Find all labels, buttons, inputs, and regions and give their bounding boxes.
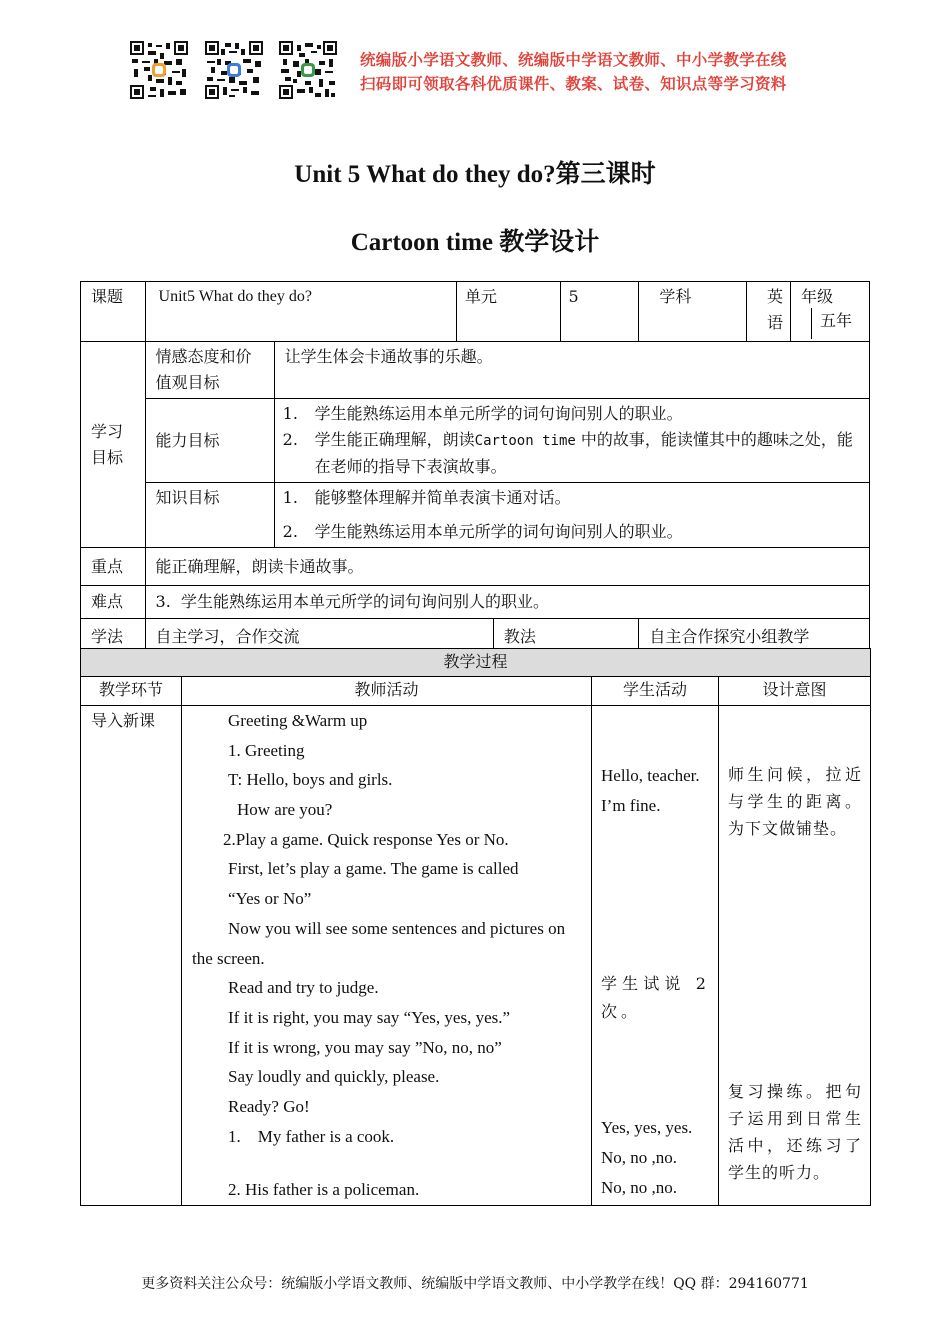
method-label: 学法 xyxy=(81,619,146,655)
teacher-line-15: 1. My father is a cook. xyxy=(228,1126,395,1146)
teacher-line-6: First, let’s play a game. The game is called xyxy=(228,859,519,879)
knowledge-value xyxy=(274,483,869,548)
knowledge-num-1: 1. xyxy=(282,488,298,507)
info-row-topic xyxy=(81,282,870,342)
col-student: 学生活动 xyxy=(592,677,719,706)
stage-cell: 导入新课 xyxy=(81,706,182,1206)
ability-item-2 xyxy=(275,427,861,480)
teacher-line-13: Say loudly and quickly, please. xyxy=(228,1067,440,1087)
teacher-line-8: Now you will see some sentences and pictures on xyxy=(228,918,566,938)
process-table xyxy=(80,648,871,1206)
col-intent: 设计意图 xyxy=(719,677,871,706)
process-row-intro xyxy=(81,706,871,1206)
intent-text-2: 复习操练。把句子运用到日常生活中，还练习了学生的听力。 xyxy=(728,1082,863,1182)
teacher-line-5: 2.Play a game. Quick response Yes or No. xyxy=(223,829,509,849)
intent-cell xyxy=(719,706,871,1206)
key-label: 重点 xyxy=(81,548,146,586)
qr-code-icon xyxy=(279,41,337,99)
knowledge-label: 知识目标 xyxy=(145,483,274,548)
banner-line-2: 扫码即可领取各科优质课件、教案、试卷、知识点等学习资料 xyxy=(360,75,787,93)
qr-code-icon-2-svg xyxy=(205,41,263,99)
teacher-line-1: Greeting &Warm up xyxy=(228,711,368,730)
teacher-activity-cell xyxy=(182,706,592,1206)
method-value: 自主学习，合作交流 xyxy=(145,619,493,655)
knowledge-item-2 xyxy=(275,519,861,545)
student-line-6: No, no ,no. xyxy=(601,1178,678,1197)
ability-text-1: 学生能熟练运用本单元所学的词句询问别人的职业。 xyxy=(314,404,683,423)
student-activity-cell xyxy=(592,706,719,1206)
ability-list xyxy=(275,401,861,480)
knowledge-list xyxy=(275,485,861,545)
page-subtitle: Cartoon time 教学设计 xyxy=(350,229,600,256)
key-value: 能正确理解，朗读卡通故事。 xyxy=(145,548,869,586)
unit-label: 单元 xyxy=(457,282,560,342)
qr-code-icon-1-svg xyxy=(130,41,188,99)
ability-num-1: 1. xyxy=(282,404,298,423)
teacher-line-9: the screen. xyxy=(192,948,265,968)
student-group-2 xyxy=(601,1113,692,1203)
student-group-1 xyxy=(601,761,700,821)
difficult-label: 难点 xyxy=(81,586,146,619)
teacher-lines xyxy=(182,706,585,1205)
subject-value: 英语 xyxy=(746,282,790,342)
teacher-line-3: T: Hello, boys and girls. xyxy=(228,770,393,790)
page-title: Unit 5 What do they do?第三课时 xyxy=(294,161,656,188)
ability-value xyxy=(274,399,869,483)
info-row-knowledge xyxy=(81,483,870,548)
ability-text-2b: 中的故事，能读懂其中的趣味之处，能在老师的指导下表演故事。 xyxy=(314,430,853,476)
promo-banner xyxy=(360,48,787,96)
ability-num-2: 2. xyxy=(282,430,298,449)
knowledge-num-2: 2. xyxy=(282,522,298,541)
col-stage: 教学环节 xyxy=(81,677,182,706)
grade-value: 五年 xyxy=(811,308,852,339)
ability-text-2a: 学生能正确理解，朗读 xyxy=(314,430,475,449)
process-header: 教学过程 xyxy=(81,649,871,677)
teacher-line-14: Ready? Go! xyxy=(228,1096,310,1116)
emotion-value: 让学生体会卡通故事的乐趣。 xyxy=(274,342,869,399)
info-row-difficult xyxy=(81,586,870,619)
teach-label: 教法 xyxy=(493,619,639,655)
goals-label: 学习目标 xyxy=(81,342,146,548)
grade-cell xyxy=(791,282,870,342)
subject-label: 学科 xyxy=(639,282,747,342)
page-footer: 更多资料关注公众号：统编版小学语文教师、统编版中学语文教师、中小学教学在线！QQ 群：294160771 xyxy=(141,1276,809,1292)
info-row-emotion xyxy=(81,342,870,399)
intent-text-1: 师生问候，拉近与学生的距离。为下文做铺垫。 xyxy=(728,765,863,838)
grade-label: 年级 xyxy=(801,287,834,306)
emotion-label: 情感态度和价值观目标 xyxy=(145,342,274,399)
knowledge-text-2: 学生能熟练运用本单元所学的词句询问别人的职业。 xyxy=(314,522,683,541)
student-line-5: No, no ,no. xyxy=(601,1148,678,1167)
qr-code-icon xyxy=(205,41,263,99)
qr-code-icon-3-svg xyxy=(279,41,337,99)
teacher-line-11: If it is right, you may say “Yes, yes, yes.” xyxy=(228,1007,511,1027)
knowledge-item-1 xyxy=(275,485,861,511)
ability-label: 能力目标 xyxy=(145,399,274,483)
ability-item-1 xyxy=(275,401,861,427)
student-line-4: Yes, yes, yes. xyxy=(601,1118,693,1137)
knowledge-text-1: 能够整体理解并简单表演卡通对话。 xyxy=(314,488,571,507)
info-row-ability xyxy=(81,399,870,483)
topic-value: Unit5 What do they do? xyxy=(145,282,456,342)
ability-text-2-mono: Cartoon time xyxy=(474,433,576,449)
student-line-2: I’m fine. xyxy=(601,796,661,815)
teacher-line-12: If it is wrong, you may say ”No, no, no” xyxy=(228,1037,502,1057)
col-teacher: 教师活动 xyxy=(182,677,592,706)
teach-value: 自主合作探究小组教学 xyxy=(639,619,870,655)
topic-label: 课题 xyxy=(81,282,146,342)
difficult-value: 3. 学生能熟练运用本单元所学的词句询问别人的职业。 xyxy=(145,586,869,619)
teacher-line-10: Read and try to judge. xyxy=(228,978,379,998)
info-row-key xyxy=(81,548,870,586)
student-line-3: 学生试说 2 次。 xyxy=(601,974,710,1021)
banner-line-1: 统编版小学语文教师、统编版中学语文教师、中小学教学在线 xyxy=(360,51,787,69)
teacher-line-2: 1. Greeting xyxy=(228,740,305,760)
student-line-1: Hello, teacher. xyxy=(601,766,700,785)
teacher-line-7: “Yes or No” xyxy=(228,889,312,909)
process-header-row xyxy=(81,649,871,677)
qr-code-icon xyxy=(130,41,188,99)
info-table xyxy=(80,281,870,655)
teacher-line-4: How are you? xyxy=(237,800,333,820)
unit-value: 5 xyxy=(560,282,639,342)
teacher-line-16: 2. His father is a policeman. xyxy=(228,1180,420,1200)
process-columns-row xyxy=(81,677,871,706)
